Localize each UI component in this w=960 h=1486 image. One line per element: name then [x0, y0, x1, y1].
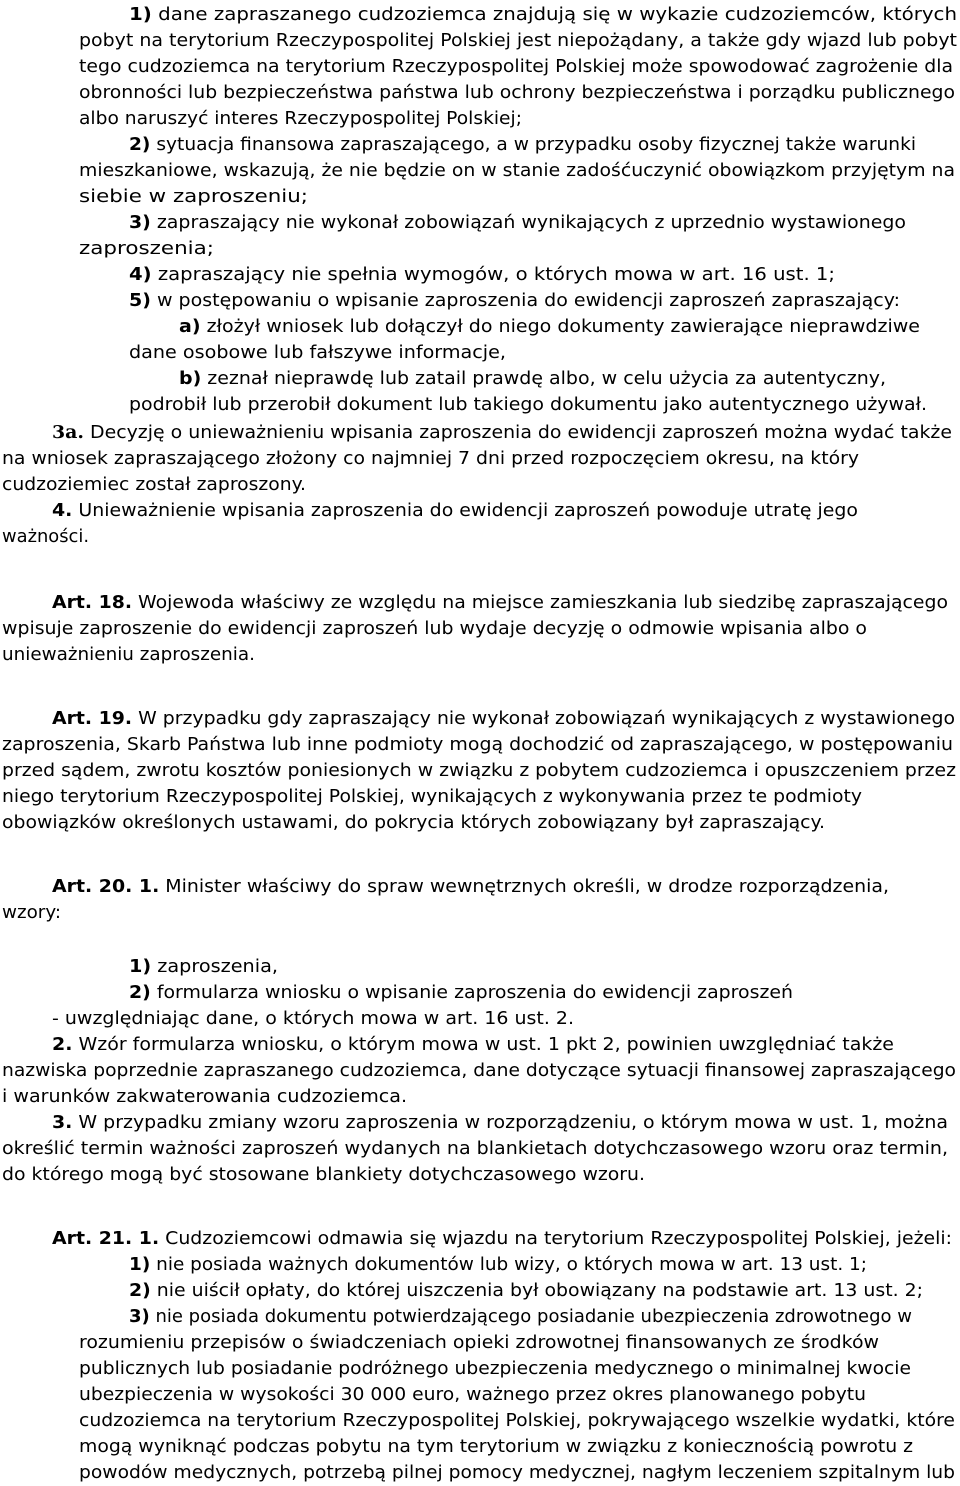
item-number: 2) [129, 135, 151, 155]
para-4-line-2: ważności. [2, 527, 89, 547]
art-18-line-3: unieważnieniu zaproszenia. [2, 645, 255, 665]
letter-number: b) [179, 369, 202, 389]
art-21-point-3-line-7: powodów medycznych, potrzebą pilnej pomocy medycznej, nagłym leczeniem szpitalnym lub [79, 1463, 955, 1483]
item-1-line-1: 1) dane zapraszanego cudzoziemca znajdują się w wykazie cudzoziemców, których [129, 5, 958, 25]
art-21-line-1: Art. 21. 1. Cudzoziemcowi odmawia się wjazdu na terytorium Rzeczypospolitej Polskiej, jeżeli: [52, 1229, 953, 1249]
item-1-line-5: albo naruszyć interes Rzeczypospolitej Polskiej; [79, 109, 522, 129]
art-21-point-3-line-5: cudzoziemca na terytorium Rzeczypospolitej Polskiej, pokrywającego wszelkie wydatki, które [79, 1411, 955, 1431]
section-number: 3. [52, 1113, 73, 1133]
item-3-line-2: zaproszenia; [79, 239, 214, 259]
art-20-sec-2-line-1: 2. Wzór formularza wniosku, o którym mowa w ust. 1 pkt 2, powinien uwzględniać także [52, 1035, 895, 1055]
art-20-point-1: 1) zaproszenia, [129, 957, 278, 977]
item-4-line-1: 4) zapraszający nie spełnia wymogów, o których mowa w art. 16 ust. 1; [129, 265, 836, 285]
art-18-line-2: wpisuje zaproszenie do ewidencji zaproszeń lub wydaje decyzję o odmowie wpisania albo o [2, 619, 867, 639]
item-number: 3) [129, 1307, 150, 1327]
art-18-line-1: Art. 18. Wojewoda właściwy ze względu na miejsce zamieszkania lub siedzibę zapraszającego [52, 593, 948, 613]
item-5a-line-1: a) złożył wniosek lub dołączył do niego dokumenty zawierające nieprawdziwe [179, 317, 921, 337]
para-3a-line-1: 3a. Decyzję o unieważnieniu wpisania zaproszenia do ewidencji zaproszeń można wydać także [52, 423, 952, 443]
art-21-point-3-line-3: publicznych lub posiadanie podróżnego ubezpieczenia medycznego o minimalnej kwocie [79, 1359, 912, 1379]
para-3a-line-2: na wniosek zapraszającego złożony co najmniej 7 dni przed rozpoczęciem okresu, na który [2, 449, 859, 469]
item-number: 1) [129, 5, 152, 25]
item-1-line-4: obronności lub bezpieczeństwa państwa lub ochrony bezpieczeństwa i porządku publicznego [79, 83, 956, 103]
para-3a-line-3: cudzoziemiec został zaproszony. [2, 475, 306, 495]
item-2-line-3: siebie w zaproszeniu; [79, 187, 308, 207]
item-5b-line-1: b) zeznał nieprawdę lub zatail prawdę albo, w celu użycia za autentyczny, [179, 369, 887, 389]
para-4-line-1: 4. Unieważnienie wpisania zaproszenia do ewidencji zaproszeń powoduje utratę jego [52, 501, 858, 521]
item-number: 2) [129, 1281, 151, 1301]
art-19-line-2: zaproszenia, Skarb Państwa lub inne podmioty mogą dochodzić od zapraszającego, w postępowaniu [2, 735, 953, 755]
art-19-line-1: Art. 19. W przypadku gdy zapraszający nie wykonał zobowiązań wynikających z wystawionego [52, 709, 956, 729]
article-number: Art. 18. [52, 593, 133, 613]
section-number: 2. [52, 1035, 73, 1055]
art-20-sec-3-line-1: 3. W przypadku zmiany wzoru zaproszenia w rozporządzeniu, o którym mowa w ust. 1, można [52, 1113, 948, 1133]
item-number: 3) [129, 213, 151, 233]
art-19-line-5: obowiązków określonych ustawami, do pokrycia których zobowiązany był zapraszający. [2, 813, 826, 833]
item-5b-line-2: podrobił lub przerobił dokument lub takiego dokumentu jako autentycznego używał. [129, 395, 927, 415]
item-5a-line-2: dane osobowe lub fałszywe informacje, [129, 343, 506, 363]
item-number: 2) [129, 983, 151, 1003]
art-20-sec-2-line-3: i warunków zakwaterowania cudzoziemca. [2, 1087, 407, 1107]
article-number: Art. 19. [52, 709, 133, 729]
item-1-line-3: tego cudzoziemca na terytorium Rzeczypospolitej Polskiej może spowodować zagrożenie dla [79, 57, 953, 77]
item-number: 1) [129, 957, 152, 977]
item-number: 5) [129, 291, 151, 311]
para-number: 4. [52, 501, 73, 521]
item-3-line-1: 3) zapraszający nie wykonał zobowiązań wynikających z uprzednio wystawionego [129, 213, 906, 233]
art-20-sec-3-line-3: do którego mogą być stosowane blankiety dotychczasowego wzoru. [2, 1165, 645, 1185]
para-number: 3a. [52, 423, 85, 443]
art-20-sec-3-line-2: określić termin ważności zaproszeń wydanych na blankietach dotychczasowego wzoru oraz termin, [2, 1139, 949, 1159]
item-number: 1) [129, 1255, 151, 1275]
art-21-point-3-line-1: 3) nie posiada dokumentu potwierdzającego posiadanie ubezpieczenia zdrowotnego w [129, 1307, 913, 1327]
item-1-line-2: pobyt na terytorium Rzeczypospolitej Polskiej jest niepożądany, a także gdy wjazd lub pobyt [79, 31, 958, 51]
art-20-line-2: wzory: [2, 903, 61, 923]
item-2-line-1: 2) sytuacja finansowa zapraszającego, a w przypadku osoby fizycznej także warunki [129, 135, 917, 155]
art-20-line-1: Art. 20. 1. Minister właściwy do spraw wewnętrznych określi, w drodze rozporządzenia, [52, 877, 889, 897]
art-20-sec-2-line-2: nazwiska poprzednie zapraszanego cudzoziemca, dane dotyczące sytuacji finansowej zapraszającego [2, 1061, 956, 1081]
art-21-point-3-line-4: ubezpieczenia w wysokości 30 000 euro, ważnego przez okres planowanego pobytu [79, 1385, 866, 1405]
art-20-point-2: 2) formularza wniosku o wpisanie zaproszenia do ewidencji zaproszeń [129, 983, 794, 1003]
art-20-tail: - uwzględniając dane, o których mowa w art. 16 ust. 2. [52, 1009, 574, 1029]
art-21-point-2: 2) nie uiścił opłaty, do której uiszczenia był obowiązany na podstawie art. 13 ust. 2; [129, 1281, 923, 1301]
art-19-line-4: niego terytorium Rzeczypospolitej Polskiej, wynikających z wykonywania przez te podmioty [2, 787, 862, 807]
art-21-point-1: 1) nie posiada ważnych dokumentów lub wizy, o których mowa w art. 13 ust. 1; [129, 1255, 867, 1275]
item-2-line-2: mieszkaniowe, wskazują, że nie będzie on w stanie zadośćuczynić obowiązkom przyjętym na [79, 161, 955, 181]
article-number: Art. 21. 1. [52, 1229, 160, 1249]
article-number: Art. 20. 1. [52, 877, 160, 897]
art-21-point-3-line-6: mogą wyniknąć podczas pobytu na tym terytorium w związku z koniecznością powrotu z [79, 1437, 913, 1457]
art-19-line-3: przed sądem, zwrotu kosztów poniesionych w związku z pobytem cudzoziemca i opuszczeniem przez [2, 761, 956, 781]
item-number: 4) [129, 265, 152, 285]
art-21-point-3-line-2: rozumieniu przepisów o świadczeniach opieki zdrowotnej finansowanych ze środków [79, 1333, 879, 1353]
item-5-line-1: 5) w postępowaniu o wpisanie zaproszenia do ewidencji zaproszeń zapraszający: [129, 291, 900, 311]
letter-number: a) [179, 317, 201, 337]
